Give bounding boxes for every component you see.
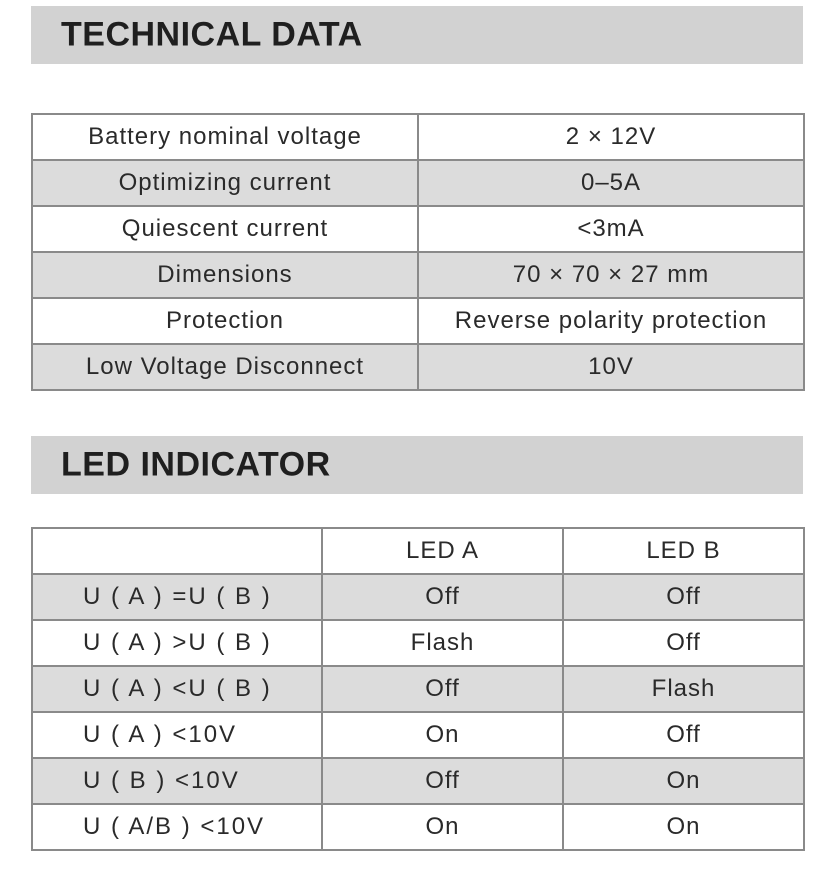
technical-data-table bbox=[31, 113, 805, 391]
spec-value: <3mA bbox=[418, 206, 804, 252]
condition-cell: U ( A ) =U ( B ) bbox=[32, 574, 322, 620]
led-indicator-header bbox=[31, 436, 803, 494]
led-a-state: On bbox=[322, 804, 563, 850]
spec-label: Dimensions bbox=[32, 252, 418, 298]
header-led-b: LED B bbox=[563, 528, 804, 574]
spec-value: 10V bbox=[418, 344, 804, 390]
table-row bbox=[32, 298, 804, 344]
table-row bbox=[32, 758, 804, 804]
led-b-state: Off bbox=[563, 574, 804, 620]
led-a-state: On bbox=[322, 712, 563, 758]
led-b-state: Off bbox=[563, 712, 804, 758]
led-b-state: On bbox=[563, 758, 804, 804]
header-blank-cell bbox=[32, 528, 322, 574]
spec-label: Battery nominal voltage bbox=[32, 114, 418, 160]
spec-value: 2 × 12V bbox=[418, 114, 804, 160]
led-indicator-title: LED INDICATOR bbox=[61, 445, 331, 484]
condition-cell: U ( A/B ) <10V bbox=[32, 804, 322, 850]
technical-data-header bbox=[31, 6, 803, 64]
table-row bbox=[32, 206, 804, 252]
table-row bbox=[32, 620, 804, 666]
condition-cell: U ( B ) <10V bbox=[32, 758, 322, 804]
spec-value: 70 × 70 × 27 mm bbox=[418, 252, 804, 298]
spec-label: Protection bbox=[32, 298, 418, 344]
table-row bbox=[32, 344, 804, 390]
table-row bbox=[32, 160, 804, 206]
table-header-row bbox=[32, 528, 804, 574]
spec-label: Low Voltage Disconnect bbox=[32, 344, 418, 390]
header-led-a: LED A bbox=[322, 528, 563, 574]
spec-label: Quiescent current bbox=[32, 206, 418, 252]
condition-cell: U ( A ) >U ( B ) bbox=[32, 620, 322, 666]
led-a-state: Off bbox=[322, 666, 563, 712]
led-a-state: Off bbox=[322, 758, 563, 804]
spec-value: Reverse polarity protection bbox=[418, 298, 804, 344]
table-row bbox=[32, 114, 804, 160]
table-row bbox=[32, 804, 804, 850]
led-b-state: Off bbox=[563, 620, 804, 666]
spec-value: 0–5A bbox=[418, 160, 804, 206]
table-row bbox=[32, 252, 804, 298]
table-row bbox=[32, 574, 804, 620]
condition-cell: U ( A ) <10V bbox=[32, 712, 322, 758]
led-indicator-table bbox=[31, 527, 805, 851]
led-a-state: Off bbox=[322, 574, 563, 620]
led-a-state: Flash bbox=[322, 620, 563, 666]
condition-cell: U ( A ) <U ( B ) bbox=[32, 666, 322, 712]
led-b-state: Flash bbox=[563, 666, 804, 712]
technical-data-title: TECHNICAL DATA bbox=[61, 15, 363, 54]
spec-label: Optimizing current bbox=[32, 160, 418, 206]
led-b-state: On bbox=[563, 804, 804, 850]
table-row bbox=[32, 666, 804, 712]
table-row bbox=[32, 712, 804, 758]
